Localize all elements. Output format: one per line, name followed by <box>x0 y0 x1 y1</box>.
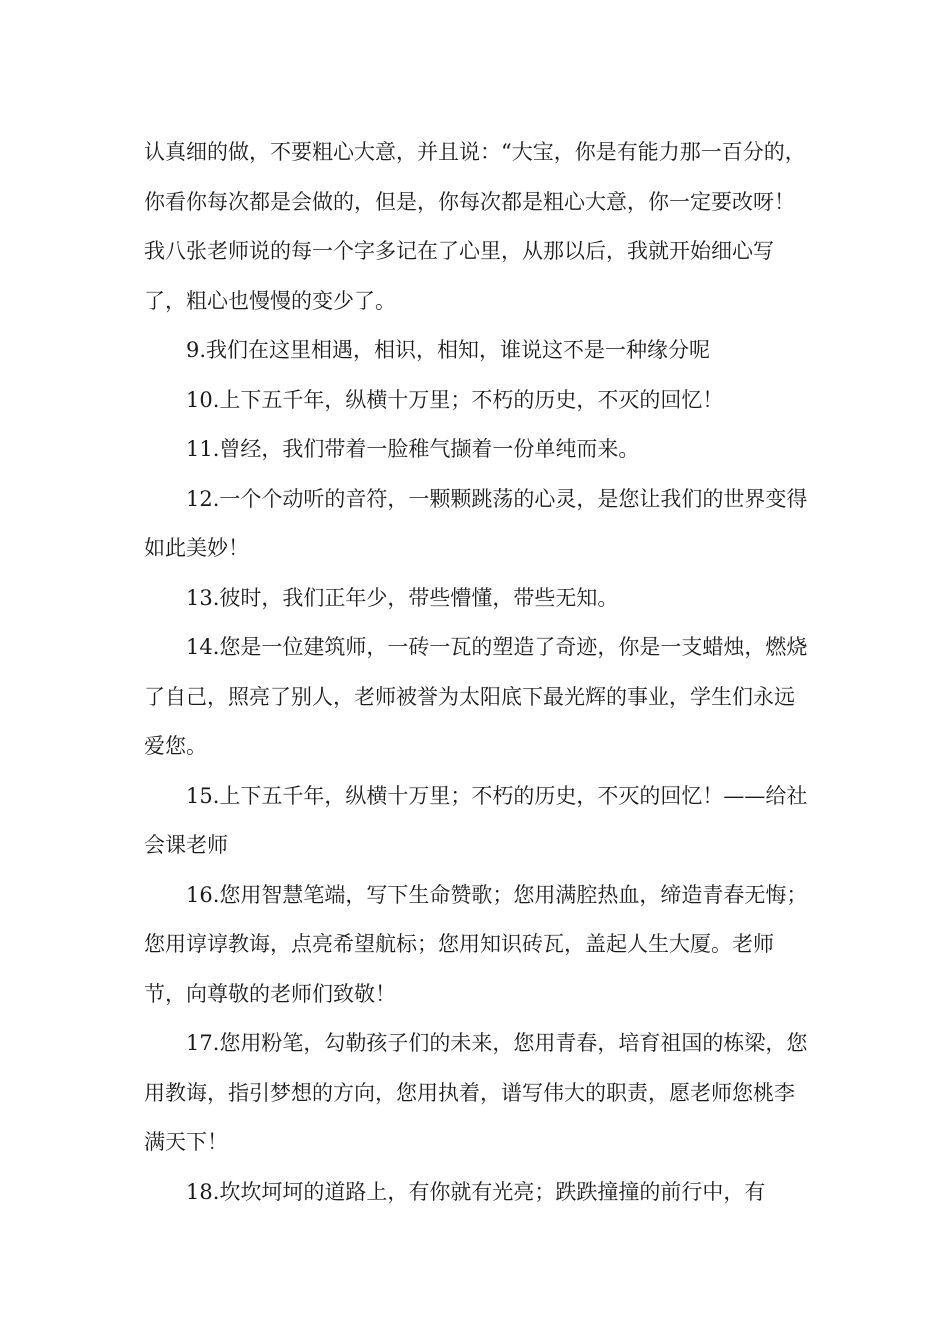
paragraph-continuation: 认真细的做，不要粗心大意，并且说：“大宝，你是有能力那一百分的，你看你每次都是会做的，但是，你每次都是粗心大意，你一定要改呀！我八张老师说的每一个字多记在了心里，从那以后，我就开始细心写了，粗心也慢慢的变少了。 <box>144 140 806 313</box>
list-item-10: 10.上下五千年，纵横十万里；不朽的历史，不灭的回忆！ <box>186 387 724 412</box>
list-item-9: 9.我们在这里相遇，相识，相知，谁说这不是一种缘分呢 <box>186 338 711 362</box>
list-item-14: 14.您是一位建筑师，一砖一瓦的塑造了奇迹，你是一支蜡烛，燃烧了自己，照亮了别人，老师被誉为太阳底下最光辉的事业，学生们永远爱您。 <box>144 635 808 758</box>
document-body <box>144 128 814 1217</box>
list-item-11: 11.曾经，我们带着一脸稚气撷着一份单纯而来。 <box>186 437 640 461</box>
list-item-16: 16.您用智慧笔端，写下生命赞歌；您用满腔热血，缔造青春无悔；您用谆谆教诲，点亮希望航标；您用知识砖瓦，盖起人生大厦。老师节，向尊敬的老师们致敬！ <box>144 882 808 1006</box>
list-item-17: 17.您用粉笔，勾勒孩子们的未来，您用青春，培育祖国的栋梁，您用教诲，指引梦想的方向，您用执着，谱写伟大的职责，愿老师您桃李满天下！ <box>144 1031 808 1154</box>
list-item-13: 13.彼时，我们正年少，带些懵懂，带些无知。 <box>186 585 619 610</box>
list-item-18: 18.坎坎坷坷的道路上，有你就有光亮；跌跌撞撞的前行中，有 <box>186 1179 766 1204</box>
list-item-12: 12.一个个动听的音符，一颗颗跳荡的心灵，是您让我们的世界变得如此美妙！ <box>144 486 808 560</box>
list-item-15: 15.上下五千年，纵横十万里；不朽的历史，不灭的回忆！——给社会课老师 <box>144 783 808 857</box>
